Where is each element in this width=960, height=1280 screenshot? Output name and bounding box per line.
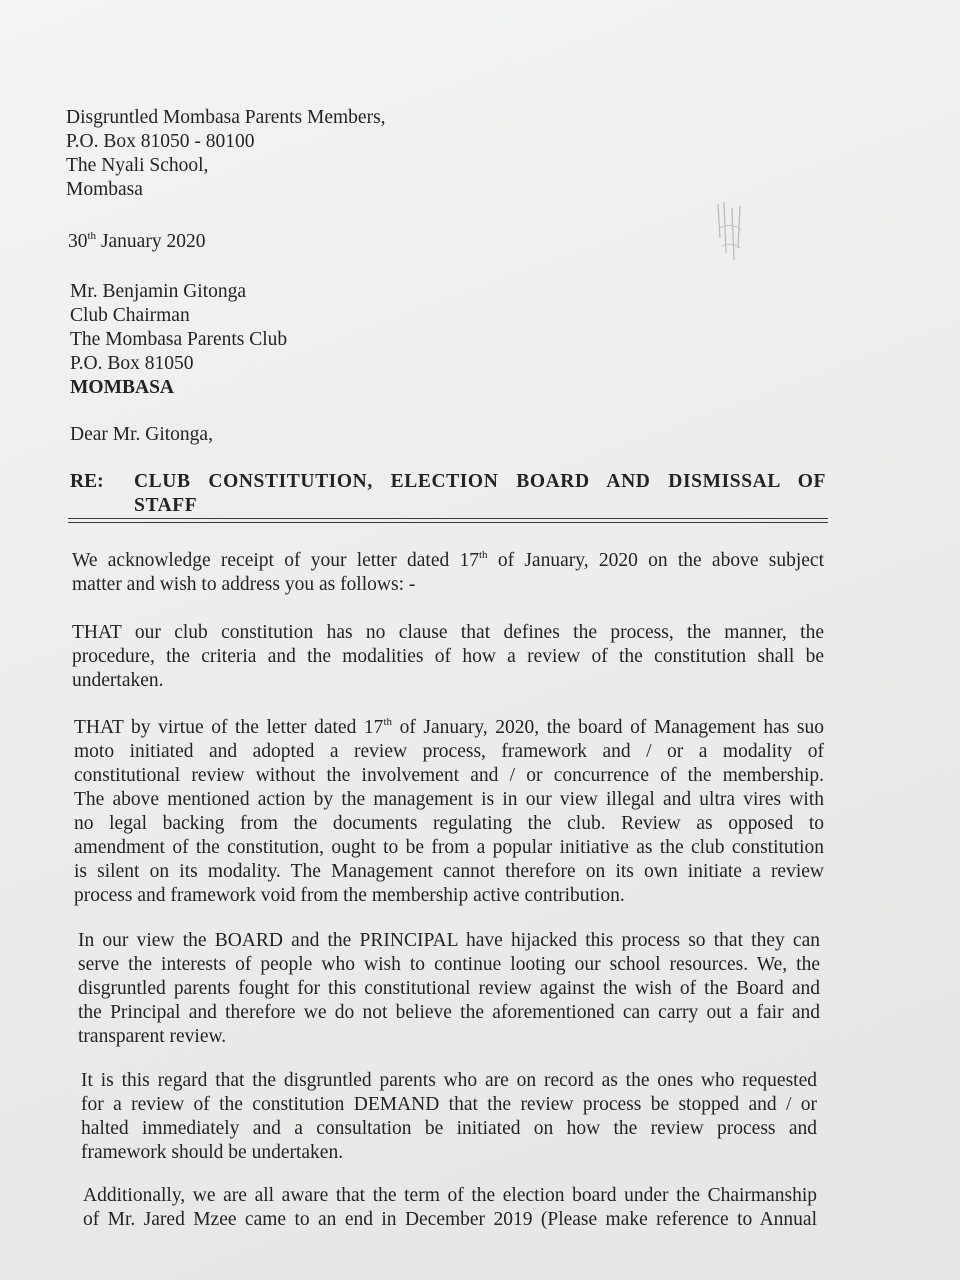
- paragraph-line: THAT our club constitution has no clause that defines the process, the manner, the: [72, 622, 824, 643]
- sender-address: [66, 106, 386, 202]
- subject-text-line-1: CLUB CONSTITUTION, ELECTION BOARD AND DISMISSAL OF: [134, 471, 826, 492]
- paragraph-line: process and framework void from the membership active contribution.: [74, 885, 625, 906]
- paragraph-line: halted immediately and a consultation be initiated on how the review process and: [81, 1118, 817, 1139]
- salutation: Dear Mr. Gitonga,: [70, 424, 213, 445]
- paragraph-line: The above mentioned action by the management is in our view illegal and ultra vires with: [74, 789, 824, 810]
- subject-label: RE:: [70, 471, 104, 492]
- paragraph-line: serve the interests of people who wish to continue looting our school resources. We, the: [78, 954, 820, 975]
- paragraph-line: the Principal and therefore we do not believe the aforementioned can carry out a fair and: [78, 1002, 820, 1023]
- paragraph-line: matter and wish to address you as follows: -: [72, 574, 416, 595]
- sender-line-2: P.O. Box 81050 - 80100: [66, 131, 255, 152]
- subject-text: [134, 470, 826, 518]
- paragraph-line: procedure, the criteria and the modalities of how a review of the constitution shall be: [72, 646, 824, 667]
- paragraph-line: constitutional review without the involvement and / or concurrence of the membership.: [74, 765, 824, 786]
- paragraph-hijacked: [78, 929, 820, 1049]
- paragraph-line: We acknowledge receipt of your letter dated 17th of January, 2020 on the above subject: [72, 548, 824, 571]
- paragraph-line: for a review of the constitution DEMAND that the review process be stopped and / or: [81, 1094, 817, 1115]
- faint-stamp-mark: [712, 198, 752, 268]
- paragraph-line: of Mr. Jared Mzee came to an end in December 2019 (Please make reference to Annual: [83, 1209, 817, 1230]
- paragraph-line: moto initiated and adopted a review process, framework and / or a modality of: [74, 741, 824, 762]
- paragraph-board-review: [74, 716, 824, 908]
- recipient-box: P.O. Box 81050: [70, 353, 194, 374]
- paragraph-line: framework should be undertaken.: [81, 1142, 344, 1163]
- paragraph-line: amendment of the constitution, ought to be from a popular initiative as the club constitution: [74, 837, 824, 858]
- paragraph-acknowledgement: [72, 549, 824, 597]
- subject-underline: [68, 518, 828, 519]
- date-suffix: th: [87, 229, 97, 242]
- paragraph-demand: [81, 1069, 817, 1165]
- subject-underline-second: [68, 522, 828, 523]
- paragraph-no-clause: [72, 621, 824, 693]
- sender-line-4: Mombasa: [66, 179, 143, 200]
- recipient-city: MOMBASA: [70, 377, 174, 398]
- date-rest: January 2020: [96, 231, 206, 252]
- paragraph-line: disgruntled parents fought for this constitutional review against the wish of the Board and: [78, 978, 820, 999]
- recipient-title: Club Chairman: [70, 305, 190, 326]
- paragraph-line: Additionally, we are all aware that the term of the election board under the Chairmanship: [83, 1185, 817, 1206]
- paragraph-line: undertaken.: [72, 670, 164, 691]
- paragraph-line: no legal backing from the documents regulating the club. Review as opposed to: [74, 813, 824, 834]
- recipient-address: [70, 280, 287, 400]
- paragraph-line: is silent on its modality. The Management cannot therefore on its own initiate a review: [74, 861, 824, 882]
- paragraph-line: THAT by virtue of the letter dated 17th of January, 2020, the board of Management has suo: [74, 715, 825, 738]
- paragraph-line: In our view the BOARD and the PRINCIPAL have hijacked this process so that they can: [78, 930, 820, 951]
- sender-line-3: The Nyali School,: [66, 155, 209, 176]
- paragraph-election-board: [83, 1184, 817, 1232]
- sender-line-1: Disgruntled Mombasa Parents Members,: [66, 107, 386, 128]
- letter-date: [68, 230, 205, 254]
- recipient-org: The Mombasa Parents Club: [70, 329, 288, 350]
- paragraph-line: transparent review.: [78, 1026, 227, 1047]
- paragraph-line: It is this regard that the disgruntled parents who are on record as the ones who requested: [81, 1070, 817, 1091]
- recipient-name: Mr. Benjamin Gitonga: [70, 281, 247, 302]
- date-day: 30: [68, 231, 88, 252]
- subject-text-line-2: STAFF: [134, 495, 198, 516]
